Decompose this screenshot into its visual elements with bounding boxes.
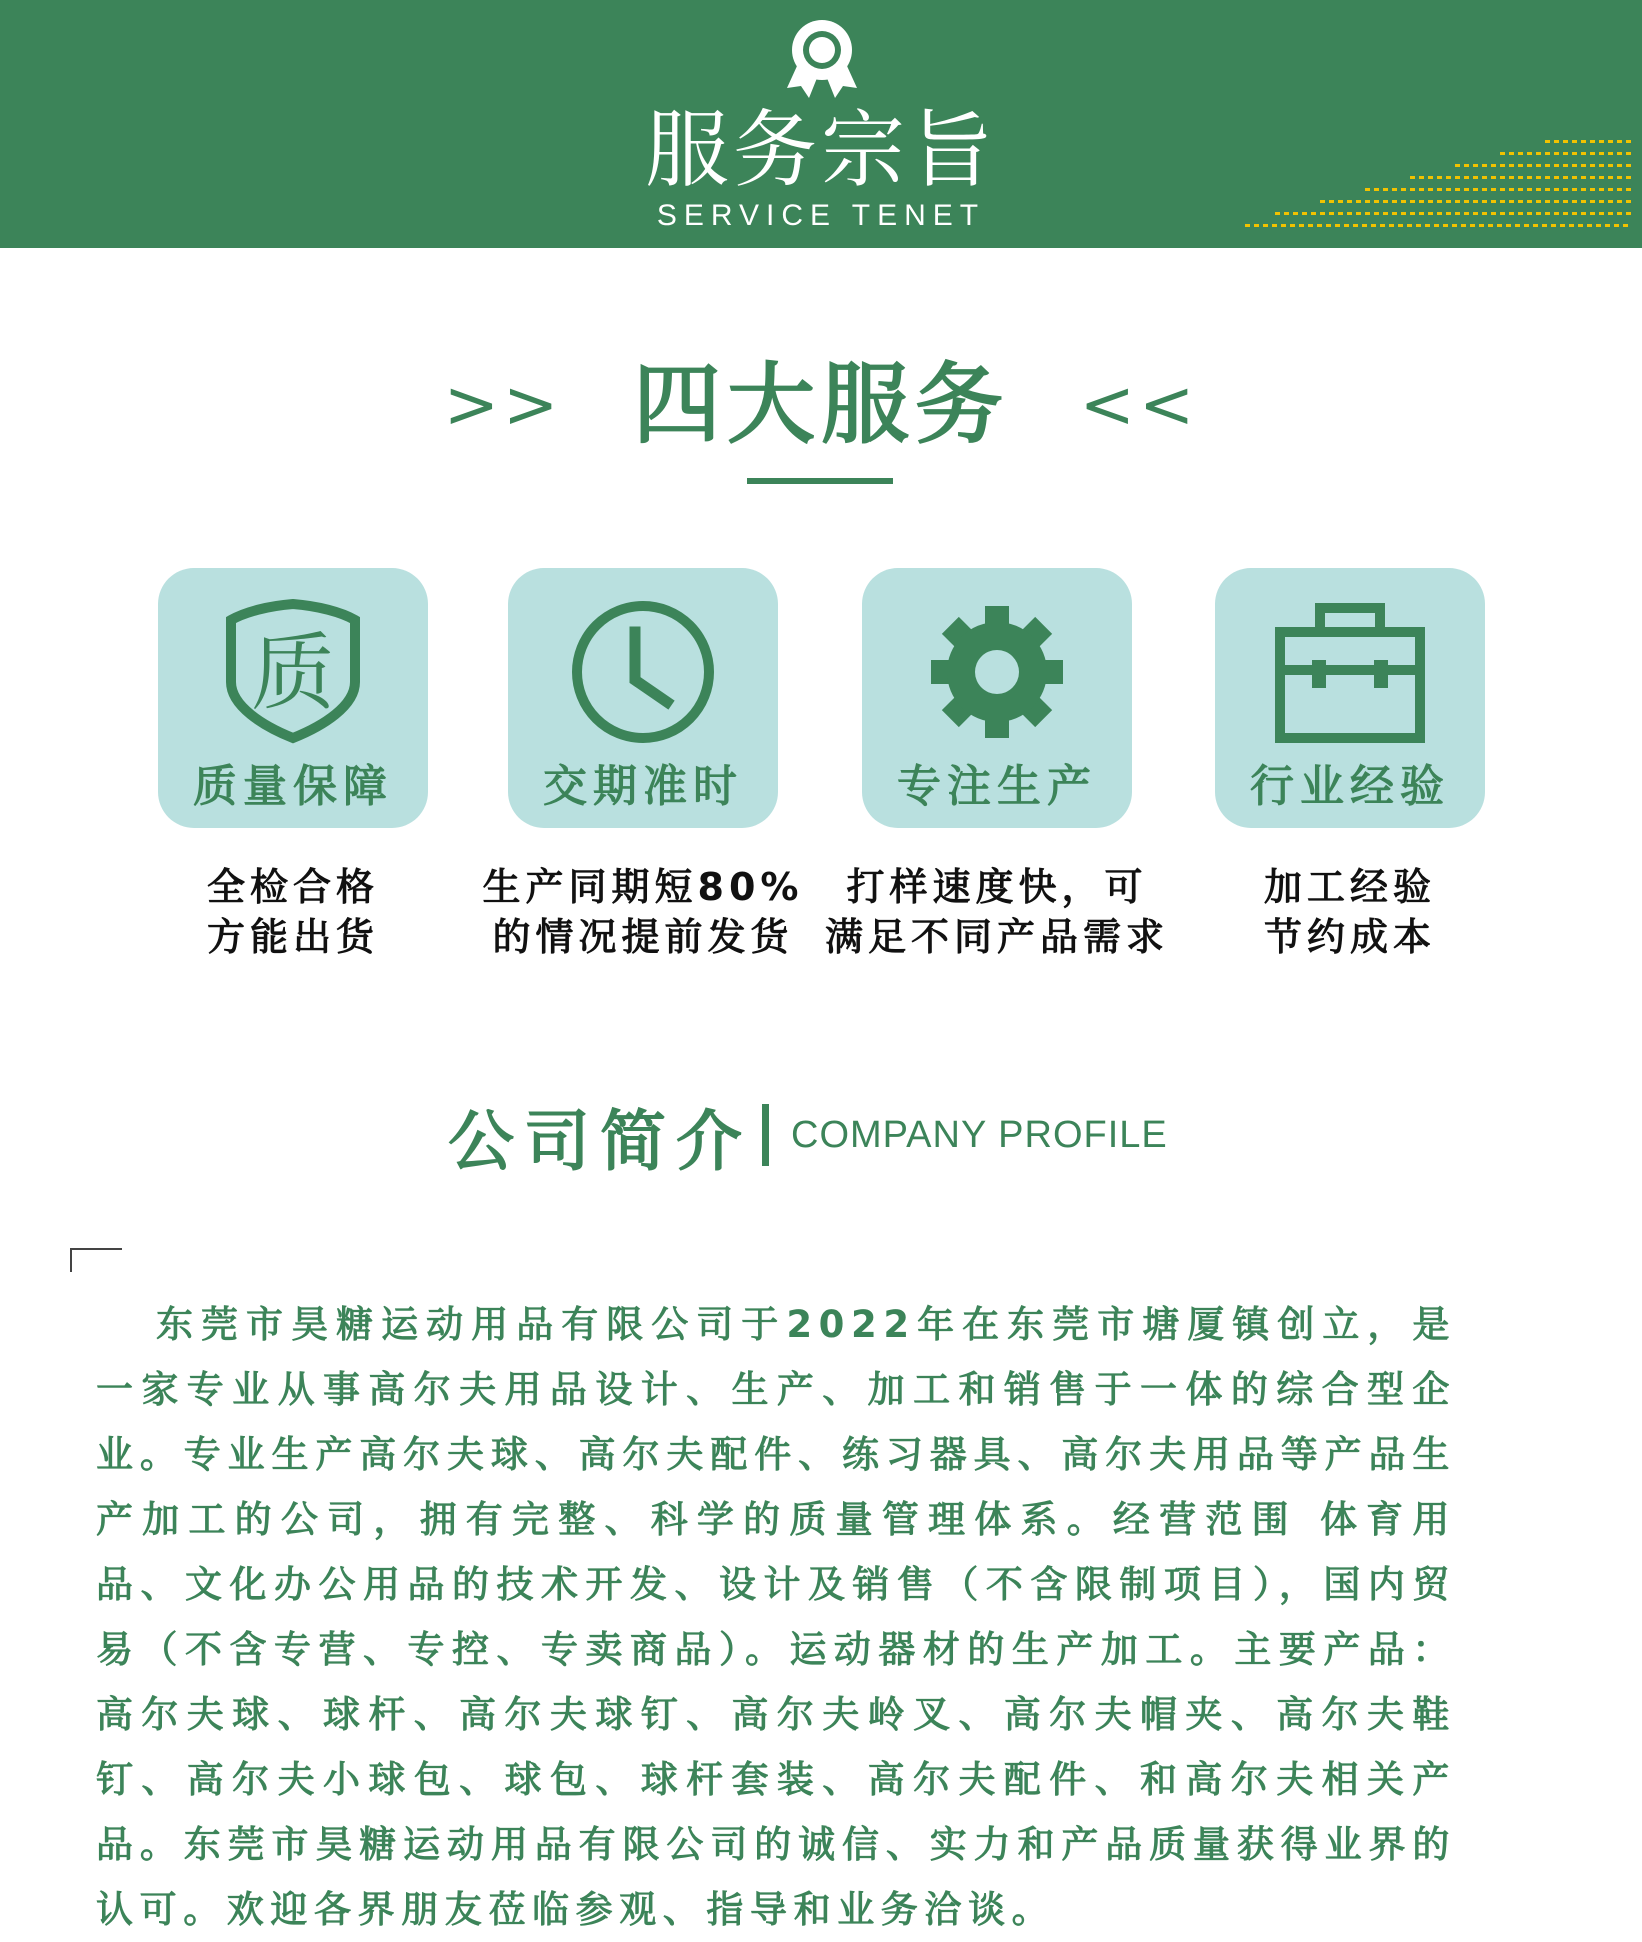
dot	[1428, 200, 1433, 203]
services-title-text: 四大服务	[632, 353, 1009, 456]
dot	[1572, 140, 1577, 143]
dot	[1293, 212, 1298, 215]
dot	[1482, 188, 1487, 191]
dot	[1452, 224, 1457, 227]
dot	[1518, 200, 1523, 203]
dot	[1464, 164, 1469, 167]
dot	[1563, 212, 1568, 215]
dot	[1599, 188, 1604, 191]
dot	[1455, 200, 1460, 203]
clock-icon	[563, 590, 723, 750]
dot	[1470, 224, 1475, 227]
dot	[1464, 200, 1469, 203]
dot	[1623, 224, 1628, 227]
dot	[1581, 152, 1586, 155]
dot	[1299, 224, 1304, 227]
dot	[1392, 200, 1397, 203]
dot	[1572, 176, 1577, 179]
dot	[1581, 164, 1586, 167]
dot	[1284, 212, 1289, 215]
dot	[1437, 188, 1442, 191]
dot	[1500, 188, 1505, 191]
dot	[1527, 200, 1532, 203]
dot	[1572, 212, 1577, 215]
dot	[1608, 200, 1613, 203]
dot	[1536, 152, 1541, 155]
dot	[1374, 188, 1379, 191]
dot	[1245, 224, 1250, 227]
dot	[1374, 212, 1379, 215]
dot	[1626, 200, 1631, 203]
dot	[1347, 200, 1352, 203]
dot	[1410, 176, 1415, 179]
award-ribbon-icon	[783, 18, 861, 98]
dot	[1311, 212, 1316, 215]
dot	[1533, 224, 1538, 227]
dot	[1500, 200, 1505, 203]
dot	[1290, 224, 1295, 227]
dot	[1590, 200, 1595, 203]
dot	[1320, 212, 1325, 215]
title-underline	[747, 478, 893, 484]
dot	[1446, 212, 1451, 215]
dot	[1446, 188, 1451, 191]
dot	[1380, 224, 1385, 227]
dot	[1455, 212, 1460, 215]
header-title: 服务宗旨	[644, 101, 997, 199]
dot	[1581, 200, 1586, 203]
dot	[1329, 212, 1334, 215]
dot	[1455, 164, 1460, 167]
dot	[1464, 212, 1469, 215]
dot	[1344, 224, 1349, 227]
dot	[1338, 212, 1343, 215]
dot	[1590, 212, 1595, 215]
dot	[1497, 224, 1502, 227]
dot	[1383, 188, 1388, 191]
dot	[1482, 176, 1487, 179]
profile-text: 东莞市昊糖运动用品有限公司于2022年在东莞市塘厦镇创立，是一家专业从事高尔夫用品设计、生产、加工和销售于一体的综合型企业。专业生产高尔夫球、高尔夫配件、练习器具、高尔夫用品等产品生产加工的公司，拥有完整、科学的质量管理体系。经营范围 体育用品、文化办公用品的技术开发、设计及销售（不含限制项目），国内贸易（不含专营、专控、专卖商品）。运动器材的生产加工。主要产品：高尔夫球、球杆、高尔夫球钉、高尔夫岭叉、高尔夫帽夹、高尔夫鞋钉、高尔夫小球包、球包、球杆套装、高尔夫配件、和高尔夫相关产品。东莞市昊糖运动用品有限公司的诚信、实力和产品质量获得业界的认可。欢迎各界朋友莅临参观、指导和业务洽谈。	[96, 1303, 1456, 1931]
dot	[1491, 212, 1496, 215]
dot	[1509, 152, 1514, 155]
dot	[1419, 176, 1424, 179]
dot	[1563, 152, 1568, 155]
dot	[1626, 152, 1631, 155]
dot	[1617, 212, 1622, 215]
dot	[1365, 188, 1370, 191]
dot	[1317, 224, 1322, 227]
dot	[1626, 140, 1631, 143]
dot	[1554, 176, 1559, 179]
dot	[1545, 164, 1550, 167]
service-label: 行业经验	[1250, 761, 1450, 812]
decorative-dots	[1245, 130, 1630, 230]
dot	[1473, 200, 1478, 203]
dot	[1563, 188, 1568, 191]
dot	[1401, 200, 1406, 203]
dot	[1527, 212, 1532, 215]
dot	[1626, 164, 1631, 167]
dot	[1491, 164, 1496, 167]
dot	[1524, 224, 1529, 227]
dot	[1329, 200, 1334, 203]
title-divider	[762, 1104, 769, 1166]
service-card-delivery	[508, 568, 778, 828]
dot	[1500, 164, 1505, 167]
dot	[1545, 176, 1550, 179]
dot	[1437, 212, 1442, 215]
dot	[1596, 224, 1601, 227]
dot	[1569, 224, 1574, 227]
dot	[1356, 200, 1361, 203]
dot	[1518, 152, 1523, 155]
dot	[1461, 224, 1466, 227]
dot	[1626, 212, 1631, 215]
dot	[1455, 176, 1460, 179]
dot	[1551, 224, 1556, 227]
dot	[1416, 224, 1421, 227]
dot	[1590, 176, 1595, 179]
dot	[1410, 212, 1415, 215]
dot	[1545, 212, 1550, 215]
dot	[1500, 152, 1505, 155]
dot	[1614, 224, 1619, 227]
dot	[1371, 224, 1376, 227]
dot	[1536, 200, 1541, 203]
dot	[1572, 200, 1577, 203]
dot	[1491, 188, 1496, 191]
corner-bracket	[70, 1248, 122, 1272]
profile-title-en: COMPANY PROFILE	[791, 1113, 1168, 1156]
services-title	[0, 355, 1642, 455]
dot	[1626, 176, 1631, 179]
service-label: 质量保障	[193, 761, 393, 812]
profile-title-cn: 公司简介	[448, 1102, 752, 1180]
dot	[1608, 188, 1613, 191]
dot	[1446, 176, 1451, 179]
dot	[1608, 140, 1613, 143]
dot	[1599, 200, 1604, 203]
dot	[1527, 152, 1532, 155]
dot	[1617, 164, 1622, 167]
dot	[1389, 224, 1394, 227]
dot	[1608, 164, 1613, 167]
dot	[1518, 212, 1523, 215]
dot	[1581, 188, 1586, 191]
dot	[1473, 188, 1478, 191]
dot	[1617, 140, 1622, 143]
dot	[1254, 224, 1259, 227]
svg-text:质: 质	[250, 624, 336, 722]
service-desc-delivery: 生产同期短80% 的情况提前发货	[482, 865, 804, 959]
dot	[1536, 176, 1541, 179]
dot	[1500, 212, 1505, 215]
dot	[1272, 224, 1277, 227]
dot	[1536, 164, 1541, 167]
dot	[1482, 200, 1487, 203]
dot	[1443, 224, 1448, 227]
dot	[1401, 212, 1406, 215]
dot	[1617, 176, 1622, 179]
dot	[1338, 200, 1343, 203]
dot	[1599, 176, 1604, 179]
dot	[1302, 212, 1307, 215]
dot	[1455, 188, 1460, 191]
dot	[1515, 224, 1520, 227]
gear-icon	[917, 590, 1077, 750]
dot	[1554, 140, 1559, 143]
dot	[1425, 224, 1430, 227]
dot	[1383, 200, 1388, 203]
dot	[1554, 200, 1559, 203]
dot	[1464, 176, 1469, 179]
dot	[1518, 176, 1523, 179]
service-card-production	[862, 568, 1132, 828]
dot	[1608, 176, 1613, 179]
dot	[1554, 188, 1559, 191]
dot	[1491, 200, 1496, 203]
dot	[1542, 224, 1547, 227]
service-card-experience	[1215, 568, 1485, 828]
dot	[1590, 140, 1595, 143]
dot	[1434, 224, 1439, 227]
dot	[1473, 164, 1478, 167]
dot	[1572, 152, 1577, 155]
dot	[1599, 140, 1604, 143]
dot	[1545, 200, 1550, 203]
dot	[1578, 224, 1583, 227]
dot	[1617, 152, 1622, 155]
dot	[1590, 188, 1595, 191]
dot	[1617, 188, 1622, 191]
dot	[1554, 152, 1559, 155]
dot	[1518, 188, 1523, 191]
dot	[1407, 224, 1412, 227]
dot	[1599, 164, 1604, 167]
dot	[1356, 212, 1361, 215]
dot	[1590, 152, 1595, 155]
dot	[1545, 188, 1550, 191]
dot	[1335, 224, 1340, 227]
dot	[1446, 200, 1451, 203]
header-subtitle: SERVICE TENET	[656, 199, 986, 232]
dot	[1326, 224, 1331, 227]
service-label: 交期准时	[543, 761, 743, 812]
dot	[1599, 212, 1604, 215]
dot	[1482, 212, 1487, 215]
dot	[1572, 188, 1577, 191]
dot	[1473, 176, 1478, 179]
dot	[1617, 200, 1622, 203]
dot	[1482, 164, 1487, 167]
left-arrows: >>	[443, 366, 563, 443]
dot	[1419, 200, 1424, 203]
dot	[1605, 224, 1610, 227]
dot	[1527, 164, 1532, 167]
header-banner	[0, 0, 1642, 248]
dot	[1626, 188, 1631, 191]
dot	[1353, 224, 1358, 227]
service-desc-quality: 全检合格 方能出货	[206, 865, 379, 959]
dot	[1545, 152, 1550, 155]
dot	[1590, 164, 1595, 167]
dot	[1347, 212, 1352, 215]
dot	[1437, 200, 1442, 203]
dot	[1491, 176, 1496, 179]
dot	[1581, 176, 1586, 179]
dot	[1536, 212, 1541, 215]
dot	[1500, 176, 1505, 179]
dot	[1509, 188, 1514, 191]
service-card-quality	[158, 568, 428, 828]
dot	[1401, 188, 1406, 191]
profile-title	[448, 1095, 1168, 1180]
dot	[1365, 212, 1370, 215]
dot	[1383, 212, 1388, 215]
dot	[1410, 200, 1415, 203]
service-label: 专注生产	[897, 761, 1097, 812]
dot	[1320, 200, 1325, 203]
dot	[1554, 164, 1559, 167]
dot	[1365, 200, 1370, 203]
dot	[1581, 140, 1586, 143]
dot	[1464, 188, 1469, 191]
dot	[1419, 188, 1424, 191]
dot	[1509, 176, 1514, 179]
right-arrows: <<	[1079, 366, 1199, 443]
dot	[1545, 140, 1550, 143]
dot	[1398, 224, 1403, 227]
dot	[1473, 212, 1478, 215]
dot	[1608, 212, 1613, 215]
dot	[1560, 224, 1565, 227]
dot	[1374, 200, 1379, 203]
dot	[1428, 176, 1433, 179]
dot	[1599, 152, 1604, 155]
dot	[1563, 164, 1568, 167]
dot	[1506, 224, 1511, 227]
dot	[1563, 200, 1568, 203]
dot	[1281, 224, 1286, 227]
dot	[1536, 188, 1541, 191]
service-desc-production: 打样速度快，可 满足不同产品需求	[824, 865, 1169, 959]
dot	[1563, 176, 1568, 179]
dot	[1392, 212, 1397, 215]
dot	[1362, 224, 1367, 227]
briefcase-icon	[1270, 590, 1430, 750]
dot	[1410, 188, 1415, 191]
dot	[1554, 212, 1559, 215]
dot	[1275, 212, 1280, 215]
dot	[1563, 140, 1568, 143]
dot	[1392, 188, 1397, 191]
dot	[1509, 164, 1514, 167]
dot	[1608, 152, 1613, 155]
dot	[1587, 224, 1592, 227]
dot	[1428, 212, 1433, 215]
dot	[1581, 212, 1586, 215]
quality-shield-icon	[213, 590, 373, 750]
dot	[1437, 176, 1442, 179]
dot	[1308, 224, 1313, 227]
dot	[1518, 164, 1523, 167]
dot	[1419, 212, 1424, 215]
service-desc-experience: 加工经验 节约成本	[1263, 865, 1436, 959]
dot	[1509, 200, 1514, 203]
dot	[1527, 176, 1532, 179]
dot	[1479, 224, 1484, 227]
dot	[1428, 188, 1433, 191]
dot	[1509, 212, 1514, 215]
dot	[1263, 224, 1268, 227]
dot	[1527, 188, 1532, 191]
dot	[1488, 224, 1493, 227]
dot	[1572, 164, 1577, 167]
